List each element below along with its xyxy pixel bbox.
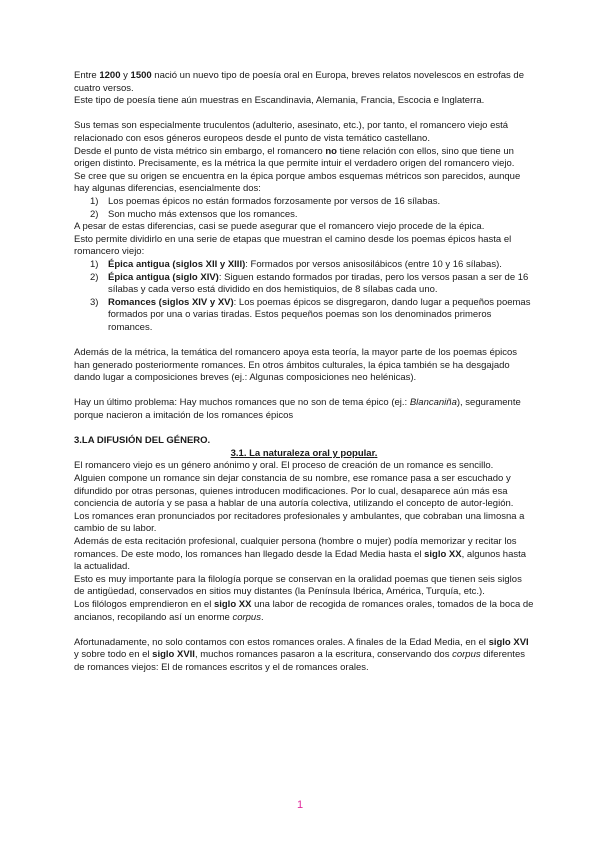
page-number: 1: [296, 799, 304, 811]
list-item: 1) Los poemas épicos no están formados forzosamente por versos de 16 sílabas.: [90, 195, 441, 207]
document-body: [74, 70, 534, 675]
section-paragraph-6: Los filólogos emprendieron en el siglo XX una labor de recogida de romances orales, tomados de la boca de ancianos, recopilando así un enorme corpus.: [74, 598, 534, 623]
list-item: 3) Romances (siglos XIV y XV): Los poemas épicos se disgregaron, dando lugar a pequeños poemas formados por una o varias tiradas. Estos pequeños poemas son los denominados primeros romances.: [90, 296, 531, 333]
section-title: 3.LA DIFUSIÓN DEL GÉNERO.: [74, 435, 211, 447]
section-paragraph-3: Los romances eran pronunciados por recitadores profesionales y ambulantes, que cobraban una limosna a cambio de su labor.: [74, 510, 525, 535]
section-paragraph-4: Además de esta recitación profesional, cualquier persona (hombre o mujer) podía memorizar y recitar los romances. De este modo, los romances han llegado desde la Edad Media hasta el siglo XX, algunos hasta la actualidad.: [74, 535, 527, 573]
list-item: 2) Son mucho más extensos que los romances.: [90, 208, 298, 220]
themes-paragraph-5: Esto permite dividirlo en una serie de etapas que muestran el camino desde los poemas épicos hasta el romancero viejo:: [74, 233, 512, 258]
list-item: 2) Épica antigua (siglo XIV): Siguen estando formados por tiradas, pero los versos pasan a ser de 16 sílabas y cada verso está dividido en dos hemistiquios, de 8 sílabas cada uno.: [90, 271, 529, 296]
differences-list: [74, 196, 534, 221]
themes-paragraph-1: Sus temas son especialmente truculentos (adulterio, asesinato, etc.), por tanto, el romancero viejo está relacionado con esos géneros europeos desde el punto de vista temático castellano.: [74, 120, 509, 144]
problem-paragraph: Hay un último problema: Hay muchos romances que no son de tema épico (ej.: Blancaniña), seguramente porque nacieron a imitación de los romances épicos: [74, 397, 521, 422]
section-subtitle: 3.1. La naturaleza oral y popular.: [230, 447, 378, 459]
section-paragraph-7: Afortunadamente, no solo contamos con estos romances orales. A finales de la Edad Media, en el siglo XVI y sobre todo en el siglo XVII, muchos romances pasaron a la escritura, conservando dos corpus diferentes de romances viejos: El de romances escritos y el de romances orales.: [74, 636, 529, 673]
section-paragraph-5: Esto es muy importante para la filología porque se conservan en la oralidad poemas que tienen seis siglos de antigüedad, conservados en sitios muy distantes (la Península Ibérica, América, Turquía, etc.).: [74, 573, 522, 598]
stages-list: [74, 259, 534, 335]
intro-paragraph-1: Entre 1200 y 1500 nació un nuevo tipo de poesía oral en Europa, breves relatos novelescos en estrofas de cuatro versos.: [74, 70, 524, 94]
section-paragraph-2: Alguien compone un romance sin dejar constancia de su nombre, ese romance pasa a ser escuchado y difundido por otras personas, quienes introducen modificaciones. Por lo cual, desaparece aún más esa conciencia de autoría y se pasa a hablar de una autoría colectiva, utilizando el concepto de autor-legión.: [74, 473, 514, 510]
list-item: 1) Épica antigua (siglos XII y XIII): Formados por versos anisosilábicos (entre 10 y 16 sílabas).: [90, 258, 502, 270]
themes-paragraph-3: Se cree que su origen se encuentra en la épica porque ambos esquemas métricos son parecidos, aunque hay algunas diferencias, esencialmente dos:: [74, 170, 521, 195]
thematic-paragraph: Además de la métrica, la temática del romancero apoya esta teoría, la mayor parte de los poemas épicos han generado posteriormente romances. En otros ámbitos culturales, la épica también se ha desgajado dando lugar a composiciones breves (ej.: Algunas composiciones neo helénicas).: [74, 347, 518, 384]
intro-paragraph-2: Este tipo de poesía tiene aún muestras en Escandinavia, Alemania, Francia, Escocia e Inglaterra.: [74, 95, 485, 107]
themes-paragraph-2: Desde el punto de vista métrico sin embargo, el romancero no tiene relación con ellos, sino que tiene un origen distinto. Precisamente, es la métrica la que permite intuir el verdadero origen del romancero viejo.: [74, 145, 515, 170]
section-paragraph-1: El romancero viejo es un género anónimo y oral. El proceso de creación de un romance es sencillo.: [74, 460, 494, 472]
themes-paragraph-4: A pesar de estas diferencias, casi se puede asegurar que el romancero viejo procede de la épica.: [74, 221, 485, 233]
